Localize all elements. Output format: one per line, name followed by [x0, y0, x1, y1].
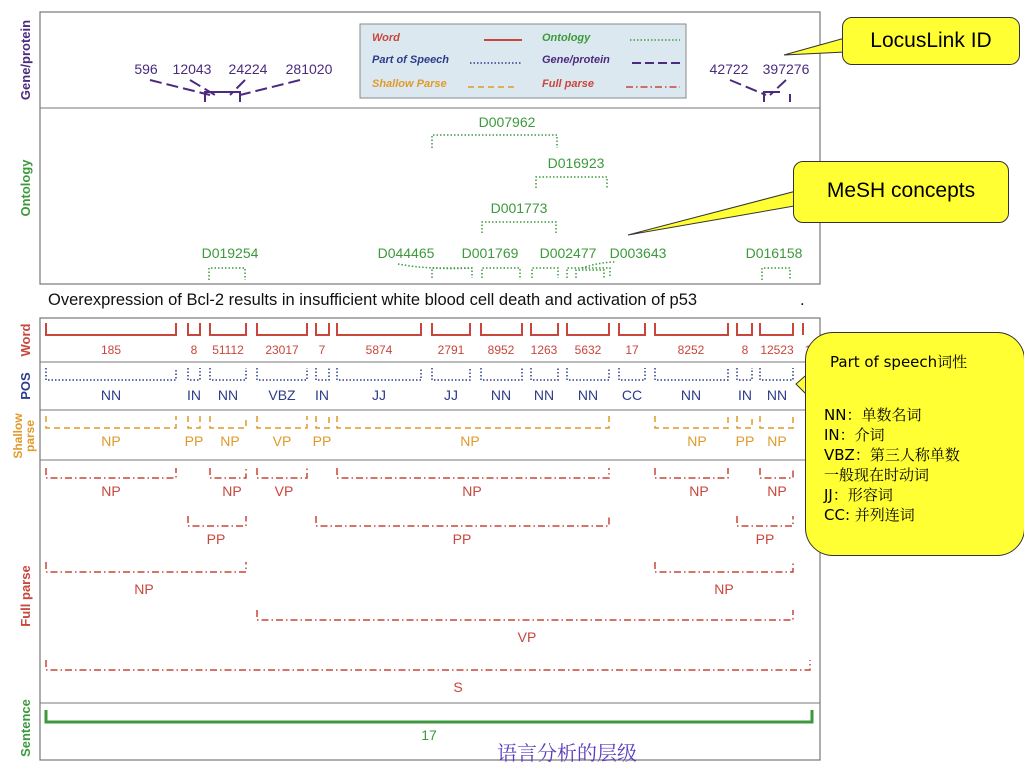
full-parse-label: NP	[462, 483, 482, 499]
word-id: 5632	[574, 343, 602, 357]
full-parse-label: VP	[274, 483, 294, 499]
full-parse-label: NP	[714, 581, 734, 597]
sentence-period: .	[800, 291, 805, 309]
shallow-label: NP	[460, 433, 480, 449]
pos-tag: IN	[738, 387, 752, 403]
full-parse-label: PP	[452, 531, 472, 547]
pos-callout-line: 一般现在时动词	[824, 466, 930, 484]
pos-callout-line: CC: 并列连词	[824, 506, 915, 524]
sentence-bracket	[46, 710, 812, 722]
pos-callout-title: Part of speech词性	[830, 353, 968, 371]
shallow-label: PP	[735, 433, 755, 449]
row-label-pos: POS	[18, 372, 33, 400]
legend-pos: Part of Speech	[372, 54, 450, 66]
row-label-sentence: Sentence	[18, 699, 33, 757]
pos-callout-list	[824, 405, 960, 525]
full-parse-label: S	[453, 679, 463, 695]
slide-caption: 语言分析的层级	[497, 741, 637, 765]
row-label-ontology: Ontology	[18, 159, 33, 217]
full-parse-label: NP	[767, 483, 787, 499]
pos-tag: IN	[187, 387, 201, 403]
ontology-id: D044465	[377, 245, 435, 261]
word-id: 7	[318, 343, 326, 357]
word-id: 8	[741, 343, 749, 357]
shallow-label: NP	[220, 433, 240, 449]
word-id: 2791	[437, 343, 465, 357]
ontology-id: D003643	[609, 245, 667, 261]
pos-tag: IN	[315, 387, 329, 403]
word-id: 23017	[265, 343, 299, 357]
full-parse-label: NP	[222, 483, 242, 499]
shallow-label: NP	[687, 433, 707, 449]
word-id: 51112	[212, 343, 244, 357]
legend-full: Full parse	[542, 78, 594, 90]
ontology-id: D001769	[461, 245, 519, 261]
word-id: 17	[625, 343, 639, 357]
shallow-label: PP	[184, 433, 204, 449]
full-parse-label: PP	[755, 531, 775, 547]
row-label-shallow-2: parse	[23, 419, 37, 453]
ontology-id: D016158	[745, 245, 803, 261]
mesh-callout	[793, 161, 1009, 223]
gene-id: 12043	[172, 61, 212, 77]
locuslink-callout-text: LocusLink ID	[870, 29, 992, 52]
full-parse-label: PP	[206, 531, 226, 547]
legend-word: Word	[372, 32, 400, 44]
pos-tag: JJ	[444, 387, 458, 403]
gene-id: 596	[134, 61, 158, 77]
shallow-label: NP	[101, 433, 121, 449]
ontology-id: D019254	[201, 245, 259, 261]
legend-gene: Gene/protein	[542, 54, 610, 66]
word-id: 1263	[530, 343, 558, 357]
word-id: 185	[100, 343, 122, 357]
pos-tag: NN	[766, 387, 788, 403]
pos-callout-line: IN：介词	[824, 426, 885, 444]
gene-id: 281020	[285, 61, 333, 77]
ontology-id: D001773	[490, 200, 548, 216]
shallow-label: VP	[272, 433, 292, 449]
mesh-callout-text: MeSH concepts	[826, 179, 976, 202]
word-id: 5874	[365, 343, 393, 357]
pos-tag: NN	[577, 387, 599, 403]
gene-id: 42722	[709, 61, 749, 77]
pos-tag: NN	[490, 387, 512, 403]
pos-tag: VBZ	[268, 387, 296, 403]
word-id: 12523	[760, 343, 794, 357]
pos-brackets	[46, 368, 793, 380]
ontology-id: D016923	[547, 155, 605, 171]
pos-tag: CC	[621, 387, 643, 403]
locus-callout-pointer	[784, 38, 845, 55]
pos-tag: NN	[533, 387, 555, 403]
full-parse-label: NP	[689, 483, 709, 499]
row-label-full: Full parse	[18, 565, 33, 627]
word-id: 8952	[487, 343, 515, 357]
pos-tag: NN	[680, 387, 702, 403]
ontology-id: D002477	[539, 245, 597, 261]
row-label-shallow-1: Shallow	[11, 413, 25, 459]
word-id: 8252	[677, 343, 705, 357]
pos-tag: JJ	[372, 387, 386, 403]
full-parse-label: VP	[517, 629, 537, 645]
full-parse-label: NP	[134, 581, 154, 597]
shallow-brackets	[46, 416, 793, 428]
sentence-text: Overexpression of Bcl-2 results in insufficient white blood cell death and activation of p53	[48, 291, 698, 309]
gene-id: 397276	[762, 61, 810, 77]
shallow-label: NP	[767, 433, 787, 449]
pos-tag: NN	[100, 387, 122, 403]
pos-callout	[805, 332, 1024, 556]
word-brackets	[46, 323, 803, 335]
gene-id: 24224	[228, 61, 268, 77]
full-parse-label: NP	[101, 483, 121, 499]
legend-ontology: Ontology	[542, 32, 591, 44]
pos-callout-line: NN：单数名词	[824, 406, 922, 424]
sentence-count: 17	[421, 727, 437, 743]
ontology-id: D007962	[478, 114, 536, 130]
mesh-callout-pointer	[628, 190, 800, 235]
row-label-gene: Gene/protein	[18, 19, 33, 101]
row-label-word: Word	[18, 323, 33, 357]
legend-shallow: Shallow Parse	[372, 78, 447, 90]
locuslink-callout	[842, 17, 1020, 65]
word-id: 8	[190, 343, 198, 357]
pos-callout-line: VBZ：第三人称单数	[824, 446, 960, 464]
pos-callout-line: JJ：形容词	[824, 486, 893, 504]
bottom-panel-frame	[40, 318, 820, 760]
shallow-label: PP	[312, 433, 332, 449]
pos-tag: NN	[217, 387, 239, 403]
